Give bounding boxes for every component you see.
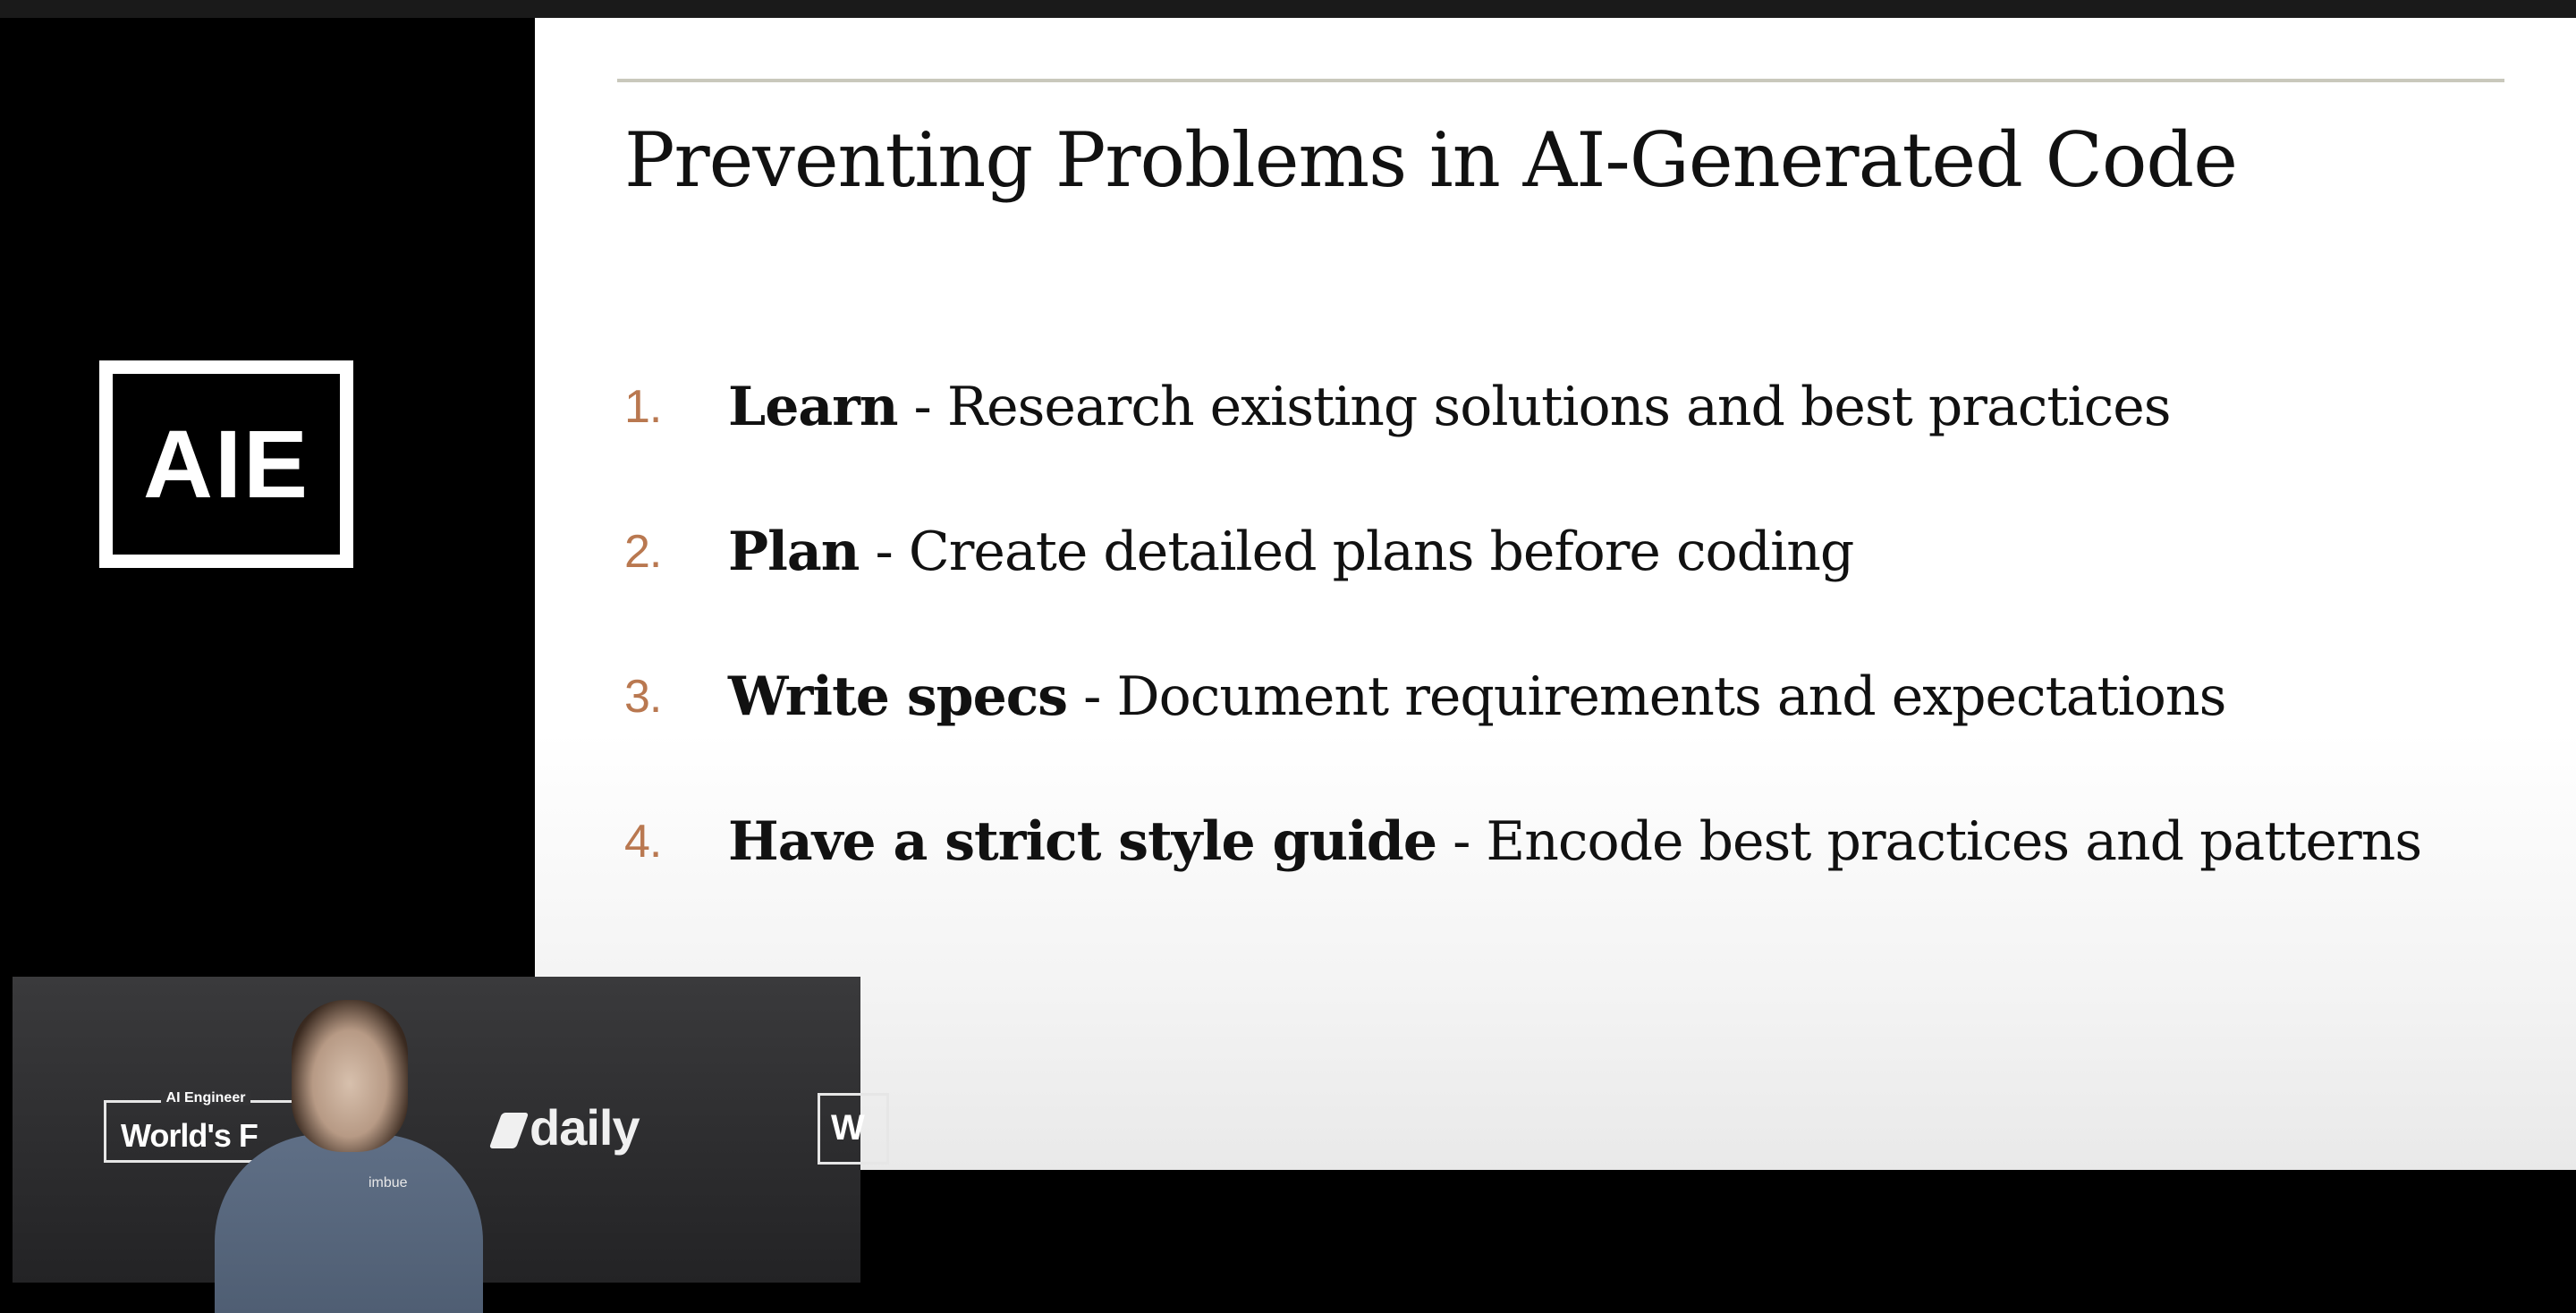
event-badge-right: W bbox=[818, 1093, 889, 1165]
aie-logo-text: AIE bbox=[142, 410, 310, 518]
list-item-text bbox=[728, 803, 2421, 880]
list-item-term: Learn bbox=[728, 376, 898, 438]
list-item-text bbox=[728, 368, 2171, 445]
list-item-number: 1. bbox=[624, 381, 662, 433]
speaker-head bbox=[292, 1000, 408, 1152]
shirt-logo-text: imbue bbox=[369, 1175, 408, 1190]
list-item-description: - Create detailed plans before coding bbox=[859, 521, 1854, 583]
list-item-description: - Document requirements and expectations bbox=[1067, 665, 2226, 728]
event-badge-caption: AI Engineer bbox=[161, 1090, 251, 1105]
list-item-number: 3. bbox=[624, 671, 662, 723]
list-item-description: - Encode best practices and patterns bbox=[1436, 810, 2422, 873]
speaker-camera-feed bbox=[13, 977, 865, 1283]
slide-header-rule bbox=[617, 79, 2504, 82]
list-item-term: Have a strict style guide bbox=[728, 810, 1437, 873]
sponsor-logo bbox=[496, 1098, 640, 1156]
list-item-text bbox=[728, 658, 2225, 735]
sponsor-logo-text: daily bbox=[530, 1099, 640, 1156]
top-strip bbox=[0, 0, 2576, 18]
daily-logo-icon bbox=[489, 1113, 530, 1148]
list-item-number: 4. bbox=[624, 816, 662, 868]
list-item-description: - Research existing solutions and best practices bbox=[897, 376, 2171, 438]
event-badge-title: World's F bbox=[121, 1117, 258, 1154]
list-item-text bbox=[728, 513, 1853, 590]
list-item-term: Write specs bbox=[728, 665, 1068, 728]
list-item-term: Plan bbox=[728, 521, 860, 583]
aie-logo bbox=[99, 360, 353, 568]
speaker-body bbox=[215, 1134, 483, 1313]
list-item-number: 2. bbox=[624, 526, 662, 578]
slide-title: Preventing Problems in AI-Generated Code bbox=[624, 116, 2237, 204]
